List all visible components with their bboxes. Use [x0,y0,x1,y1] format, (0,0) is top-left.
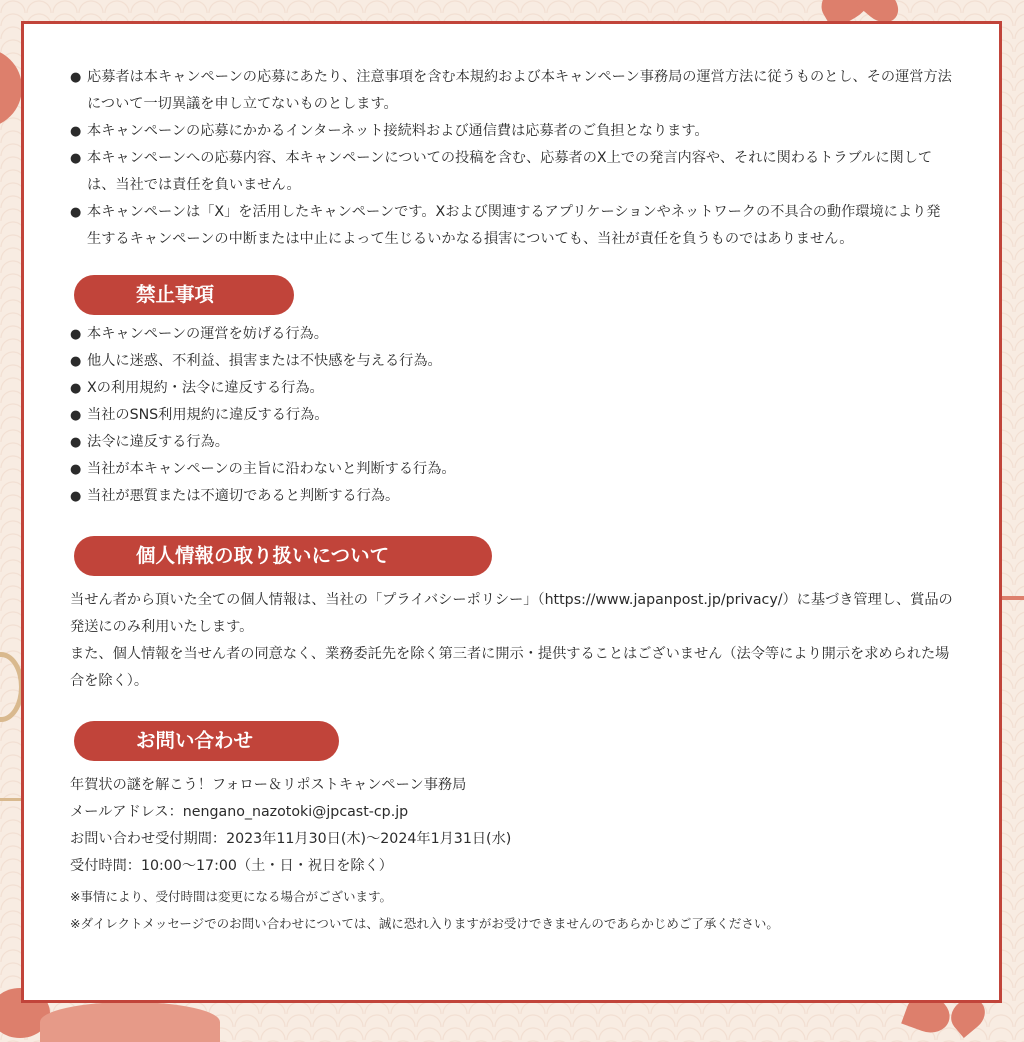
contact-hours: 受付時間：10:00〜17:00（土・日・祝日を除く） [70,858,393,874]
prohibited-item: ● 当社が本キャンペーンの主旨に沿わないと判断する行為。 [70,456,954,483]
contact-period: お問い合わせ受付期間：2023年11月30日(木)〜2024年1月31日(水) [70,831,512,847]
privacy-paragraph: また、個人情報を当せん者の同意なく、業務委託先を除く第三者に開示・提供することはございません（法令等により開示を求められた場合を除く）。 [70,646,950,689]
prohibited-item: ● 当社のSNS利用規約に違反する行為。 [70,402,954,429]
rule-item: ● 応募者は本キャンペーンの応募にあたり、注意事項を含む本規約および本キャンペーン事務局の運営方法に従うものとし、その運営方法について一切異議を申し立てないものとします。 [70,64,954,118]
content-card [21,21,1002,1003]
contact-line: 年賀状の謎を解こう！フォロー＆リポストキャンペーン事務局 [70,777,467,793]
privacy-section [70,536,954,695]
rules-list [70,64,954,253]
contact-section [70,721,954,937]
prohibited-item: ● 法令に違反する行為。 [70,429,954,456]
prohibited-item: ● 当社が悪質または不適切であると判断する行為。 [70,483,954,510]
contact-note: ※事情により、受付時間は変更になる場合がございます。 [70,889,392,904]
contact-note: ※ダイレクトメッセージでのお問い合わせについては、誠に恐れ入りますがお受けできませんのであらかじめご了承ください。 [70,916,779,931]
flower-decoration-left [0,48,22,128]
privacy-body [70,587,954,695]
contact-body [70,772,954,937]
content-area [70,64,954,937]
prohibited-heading: 禁止事項 [74,275,294,315]
privacy-paragraph: 当せん者から頂いた全ての個人情報は、当社の「プライバシーポリシー」（https://www.japanpost.jp/privacy/）に基づき管理し、賞品の発送にのみ利用いたします。 [70,592,953,635]
rule-item: ● 本キャンペーンの応募にかかるインターネット接続料および通信費は応募者のご負担となります。 [70,118,954,145]
gold-line-decoration [0,798,22,801]
contact-email: メールアドレス：nengano_nazotoki@jpcast-cp.jp [70,804,409,820]
prohibited-section [74,275,954,510]
privacy-heading: 個人情報の取り扱いについて [74,536,492,576]
prohibited-item: ● 他人に迷惑、不利益、損害または不快感を与える行為。 [70,348,954,375]
contact-heading: お問い合わせ [74,721,339,761]
prohibited-item: ● 本キャンペーンの運営を妨げる行為。 [70,321,954,348]
rule-item: ● 本キャンペーンは「X」を活用したキャンペーンです。Xおよび関連するアプリケーションやネットワークの不具合の動作環境により発生するキャンペーンの中断または中止によって生じるいかなる損害についても、当社が責任を負うものではありません。 [70,199,954,253]
rule-item: ● 本キャンペーンへの応募内容、本キャンペーンについての投稿を含む、応募者のX上での発言内容や、それに関わるトラブルに関しては、当社では責任を負いません。 [70,145,954,199]
prohibited-list [70,321,954,510]
flower-decoration-bottom-left-2 [40,1002,220,1042]
prohibited-item: ● Xの利用規約・法令に違反する行為。 [70,375,954,402]
